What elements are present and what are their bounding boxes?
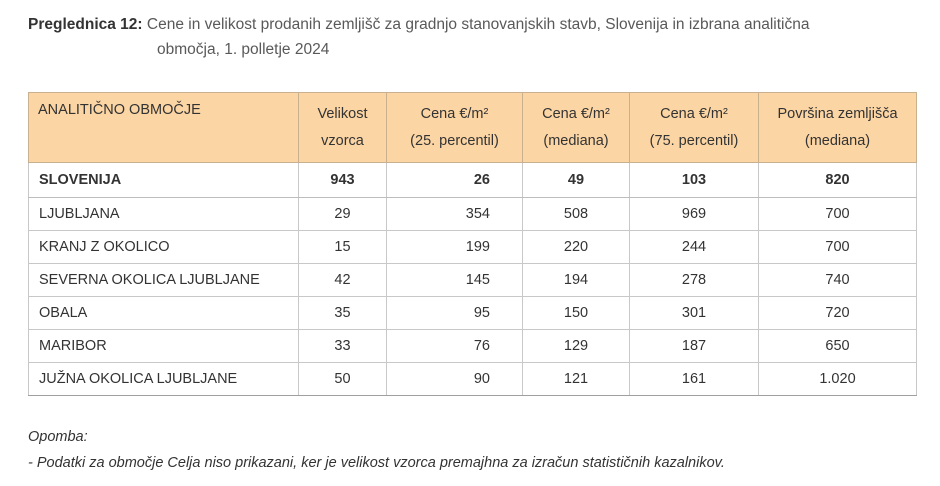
cell-p25: 90	[387, 363, 523, 396]
caption-label: Preglednica 12:	[28, 16, 143, 33]
header-sample-size: Velikost vzorca	[299, 93, 387, 163]
caption-text: Cene in velikost prodanih zemljišč za gradnjo stanovanjskih stavb, Slovenija in izbrana analitična	[146, 16, 810, 33]
cell-sample: 42	[299, 264, 387, 297]
cell-area: LJUBLJANA	[29, 198, 299, 231]
cell-p75: 969	[630, 198, 759, 231]
cell-sample: 29	[299, 198, 387, 231]
table-caption	[28, 12, 918, 62]
cell-median: 150	[523, 297, 630, 330]
header-price-p75: Cena €/m² (75. percentil)	[630, 93, 759, 163]
cell-sample: 33	[299, 330, 387, 363]
table-row	[29, 231, 917, 264]
cell-area-median: 700	[759, 231, 917, 264]
table-row-total	[29, 163, 917, 198]
cell-p75: 301	[630, 297, 759, 330]
table-row	[29, 297, 917, 330]
cell-p25: 354	[387, 198, 523, 231]
cell-p75: 278	[630, 264, 759, 297]
cell-sample: 15	[299, 231, 387, 264]
cell-area: SLOVENIJA	[29, 163, 299, 198]
header-price-p25: Cena €/m² (25. percentil)	[387, 93, 523, 163]
table-row	[29, 330, 917, 363]
price-table	[28, 92, 917, 396]
cell-area-median: 1.020	[759, 363, 917, 396]
cell-median: 194	[523, 264, 630, 297]
cell-area: MARIBOR	[29, 330, 299, 363]
footnote	[28, 424, 725, 476]
cell-area-median: 820	[759, 163, 917, 198]
cell-sample: 50	[299, 363, 387, 396]
cell-p25: 95	[387, 297, 523, 330]
cell-median: 121	[523, 363, 630, 396]
header-area: ANALITIČNO OBMOČJE	[29, 93, 299, 163]
header-land-area-median: Površina zemljišča (mediana)	[759, 93, 917, 163]
caption-line-2: območja, 1. polletje 2024	[157, 41, 330, 58]
cell-p75: 161	[630, 363, 759, 396]
cell-area: SEVERNA OKOLICA LJUBLJANE	[29, 264, 299, 297]
cell-area-median: 650	[759, 330, 917, 363]
cell-area-median: 700	[759, 198, 917, 231]
table-row	[29, 363, 917, 396]
table-row	[29, 198, 917, 231]
cell-median: 508	[523, 198, 630, 231]
cell-sample: 35	[299, 297, 387, 330]
footnote-text: - Podatki za območje Celja niso prikazani, ker je velikost vzorca premajhna za izračun statističnih kazalnikov.	[28, 455, 725, 471]
cell-p25: 76	[387, 330, 523, 363]
cell-area-median: 720	[759, 297, 917, 330]
caption-line-1	[28, 12, 918, 37]
cell-sample: 943	[299, 163, 387, 198]
table-row	[29, 264, 917, 297]
cell-p25: 26	[387, 163, 523, 198]
cell-p25: 145	[387, 264, 523, 297]
cell-p25: 199	[387, 231, 523, 264]
footnote-title: Opomba:	[28, 429, 88, 445]
table-header-row	[29, 93, 917, 163]
cell-area: KRANJ Z OKOLICO	[29, 231, 299, 264]
cell-area: OBALA	[29, 297, 299, 330]
header-price-median: Cena €/m² (mediana)	[523, 93, 630, 163]
cell-p75: 244	[630, 231, 759, 264]
cell-area: JUŽNA OKOLICA LJUBLJANE	[29, 363, 299, 396]
cell-p75: 103	[630, 163, 759, 198]
cell-median: 49	[523, 163, 630, 198]
cell-median: 129	[523, 330, 630, 363]
cell-median: 220	[523, 231, 630, 264]
cell-p75: 187	[630, 330, 759, 363]
cell-area-median: 740	[759, 264, 917, 297]
